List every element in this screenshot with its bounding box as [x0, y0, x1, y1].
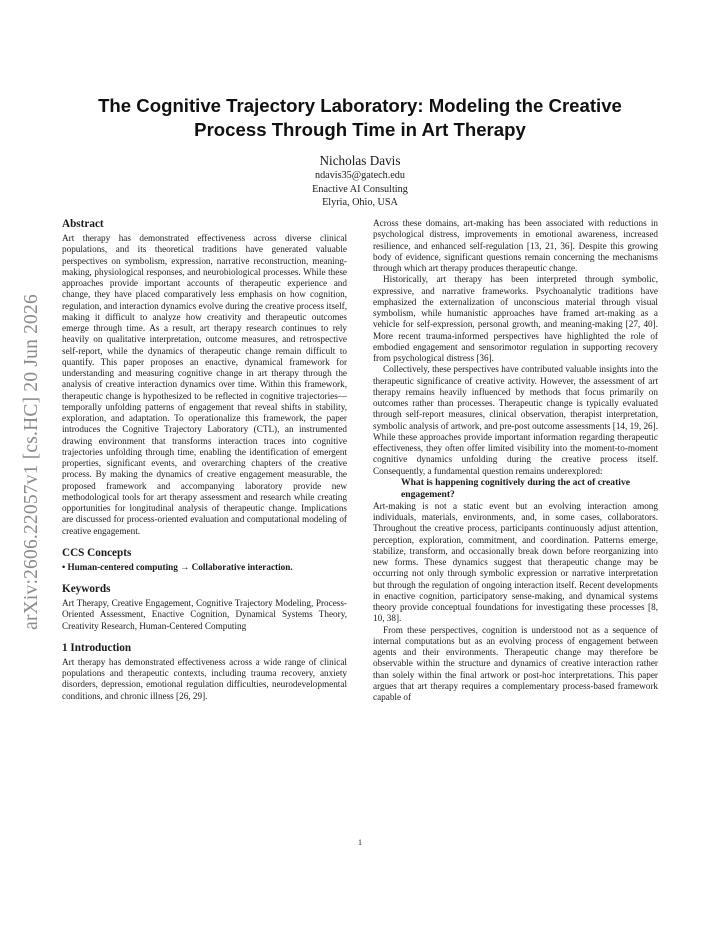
arxiv-identifier: [22, 252, 42, 672]
introduction-heading: 1 Introduction: [62, 641, 132, 654]
author-block: [160, 152, 560, 210]
intro-paragraph-6: From these perspectives, cognition is understood not as a sequence of internal computations but as an evolving process of engagement between agents and their environments. Therapeutic change may therefore be observable within the structure and dynamics of creative interaction rather than solely within the final artwork or post-hoc interpretations. This paper argues that art therapy requires a complementary process-based framework capable of: [373, 624, 658, 702]
keywords-heading: Keywords: [62, 583, 111, 595]
right-column: [373, 218, 658, 703]
author-email: ndavis35@gatech.edu: [314, 170, 405, 181]
intro-paragraph-1: Art therapy has demonstrated effectiveness across a wide range of clinical populations and therapeutic contexts, including trauma recovery, anxiety disorders, depression, emotional regulation difficulties, neurodevelopmental conditions, and chronic illness [26, 29].: [62, 656, 347, 701]
abstract-heading: Abstract: [62, 218, 104, 230]
paper-title: The Cognitive Trajectory Laboratory: Modeling the Creative Process Through Time in Art Therapy: [98, 95, 622, 140]
intro-paragraph-5: Art-making is not a static event but an evolving interaction among individuals, materials, environments, and, in some cases, collaborators. Throughout the creative process, participants continuously adjust attention, perception, exploration, commitment, and coordination. Patterns emerge, stabilize, transform, and occasionally break down before reorganizing into new forms. These dynamics suggest that therapeutic change may be occurring not only through symbolic expression or narrative interpretation but through the regulation of ongoing interaction itself. Recent developments in enactive cognition, participatory sense-making, and dynamical systems theory provide conceptual foundations for investigating these processes [8, 10, 38].: [373, 500, 658, 624]
intro-paragraph-4: Collectively, these perspectives have contributed valuable insights into the therapeutic significance of creative activity. However, the assessment of art therapy remains heavily influenced by methods that focus primarily on outcomes rather than processes. Therapeutic change is typically evaluated through self-report measures, clinical observation, therapist interpretation, symbolic analysis of artwork, and pre-post outcome assessments [14, 19, 26]. While these approaches provide important information regarding therapeutic effectiveness, they often offer limited visibility into the moment-to-moment cognitive dynamics unfolding during the creative process itself. Consequently, a fundamental question remains underexplored:: [373, 364, 658, 476]
ccs-heading: CCS Concepts: [62, 546, 132, 559]
ccs-concepts: • Human-centered computing → Collaborative interaction.: [62, 561, 293, 572]
author-location: Elyria, Ohio, USA: [322, 197, 398, 208]
research-question: What is happening cognitively during the act of creative engagement?: [401, 476, 631, 500]
author-name: Nicholas Davis: [319, 153, 401, 168]
intro-paragraph-2: Across these domains, art-making has been associated with reductions in psychological distress, improvements in emotional awareness, increased resilience, and enhanced self-regulation [13, 21, 36]. Despite this growing body of evidence, significant questions remain concerning the mechanisms through which art therapy produces therapeutic change.: [373, 218, 658, 273]
left-column: [62, 218, 347, 702]
keywords-text: Art Therapy, Creative Engagement, Cognitive Trajectory Modeling, Process-Oriented Assessment, Enactive Cognition, Dynamical Systems Theory, Creativity Research, Human-Centered Computing: [62, 598, 347, 631]
author-affiliation: Enactive AI Consulting: [312, 183, 408, 195]
intro-paragraph-3: Historically, art therapy has been interpreted through symbolic, expressive, and narrative frameworks. Psychoanalytic traditions have emphasized the externalization of unconscious material through visual symbolism, while humanistic approaches have framed art-making as a vehicle for self-expression, personal growth, and meaning-making [27, 40]. More recent trauma-informed perspectives have highlighted the role of embodied engagement and sensorimotor regulation in supporting recovery from psychological distress [36].: [373, 274, 658, 363]
arxiv-identifier-text: arXiv:2606.22057v1 [cs.HC] 20 Jun 2026: [21, 294, 42, 630]
page-number: 1: [358, 838, 362, 847]
abstract-text: Art therapy has demonstrated effectiveness across diverse clinical populations, and its theoretical traditions have generated valuable perspectives on symbolism, expression, narrative reconstruction, meaning-making, physiological responses, and neurobiological processes. While these approaches provide important accounts of therapeutic experience and change, they have placed comparatively less emphasis on how cognition, regulation, and interaction dynamics evolve during the creative process itself, making it difficult to analyze how creativity and therapeutic outcomes emerge through time. As a result, art therapy research continues to rely heavily on qualitative interpretation, outcome measures, and retrospective self-report, while the dynamics of therapeutic change remain difficult to quantify. This paper proposes an enactive, dynamical framework for understanding and measuring cognitive change in art therapy through the analysis of creative interaction dynamics over time. Within this framework, therapeutic change is hypothesized to be reflected in cognitive trajectories—temporally unfolding patterns of engagement that reveal shifts in stability, exploration, and adaptation. To operationalize this framework, the paper introduces the Cognitive Trajectory Laboratory (CTL), an instrumented drawing environment that transforms interaction traces into cognitive trajectories unfolding through time, enabling the identification of emergent properties, significant events, and overarching chapters of the creative process. By making the dynamics of creative engagement measurable, the proposed framework and accompanying laboratory provide new methodological tools for art therapy assessment and research while creating opportunities for longitudinal analysis of therapeutic change. Implications are discussed for process-oriented evaluation and computational modeling of creative engagement.: [62, 233, 347, 536]
